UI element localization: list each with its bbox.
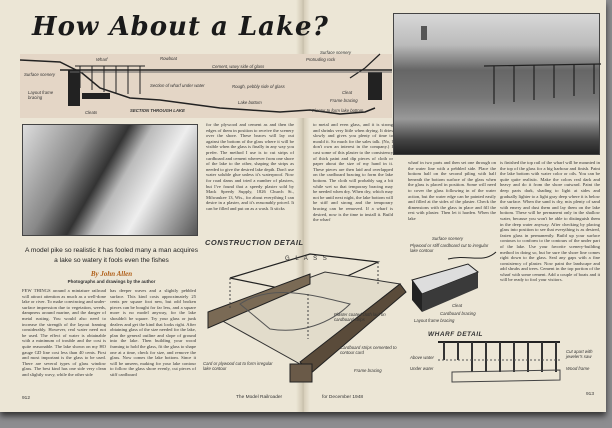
model-lake-photo-right [393, 13, 600, 155]
body-column-3: for the plywood and cement as and then the edges of them in position to receive the scenery over the shore. These braces will lay out against the bottom of the glass where it will be visible when the glass is finally in any way you prefer. The method I use is to cut strips of cardboard and cement wherever from one shore of the lake to the other, shaping the strips as needed to give the desired lake depth. Don't use water soluble glue unless it's waterproof. Now for road dams and tried a number of plasters, but I've found that a speedy plaster sold by Mack Speedy Supply, 1826 Church St., Milwaukee 13, Wis., for about everything I can desire in a plaster, and it's reasonably priced. It can be filled and put on as a wash. It sticks [206, 122, 294, 211]
label-pebbly-glass: Rough, pebbly side of glass [232, 84, 285, 89]
label-lake-bottom: Lake bottom [238, 100, 262, 105]
label-cut-apart: Cut apart with jeweler's saw [566, 349, 593, 359]
glass-label: G L A S S [285, 256, 329, 262]
body-column-5: wharf in two parts and then set one through on the water line with a pebbled side. Place the bottom half on the second piling with half beneath the bottom surface of the glass when the glass is placed in position. Some will need to cover the glass following in of the water action, but the water edge can be painted easily and filled at the sides of the plaster. Check the dimensions with the glass in place and fill the rest with plaster. Then let it harden. When the lake [408, 160, 496, 221]
label-plywood-contour: Plywood or stiff cardboard cut to irregular lake contour [410, 243, 489, 253]
model-lake-photo-left [22, 124, 198, 236]
label-contour-card: Card or plywood cut to form irregular lake contour [203, 361, 273, 371]
label-rowboat: Rowboat [160, 56, 177, 61]
label-above-water: Above water [410, 355, 434, 360]
label-wharf-under-water: Section of wharf under water [150, 83, 205, 88]
label-surface-scenery-detail: Surface scenery [432, 236, 464, 241]
article-title: How About a Lake? [32, 12, 329, 42]
label-plaster-cloth: Plaster coated cloth laid on cardboard strips [334, 312, 386, 322]
body-column-4: to metal and even glass, and it is strong and shrinks very little when drying. It dries slowly and gives you plenty of time to mould it. So much for the sales talk. (No, I don't own an interest in the company.) I cast some of this plaster to the consistency of thick paint and dip pieces of cloth or paper about the size of my hand in it. These pieces are then laid and overlapped on the cardboard bracing to form the lake bottom. The cloth will probably sag a bit while wet so that temporary bracing may be needed when dry. When dry, which may not be until next night, the lake bottom will be stiff and strong and the temporary bracing can be removed. If a wharf is desired, now is the time to install it. Build the wharf [313, 122, 393, 223]
label-cleat-detail: Cleat [452, 303, 463, 308]
label-frame-bracing-right: Frame bracing [330, 98, 358, 103]
label-wood-frame: Wood frame [566, 366, 590, 371]
label-cleats: Cleats [85, 110, 98, 115]
body-column-6: is finished the top rail of the wharf will be mounted in the top of the glass for a big harbour and finish. Paint the lake bottom with water color or oils. You can be quite quite realistic. Make the colors real dark and heavy and do it from the shore outward. Paint the deep parts dark, shading to light at sides and gradually lighter to a light gray deep where it is below the surface. When the sand is dry, mix plenty of sand with emery and dust them and lay them on the lake bottom. These will be permanent only in the shallow water, because you won't be able to distinguish them in the deep water anyway. After checking by placing glass into position to see that everything is as desired, fasten glass in permanently. Build up your surface contours to conform to the contours of the under part of the lake. Use your favorite scenery-building method in doing so, but be sure the shore line comes right down to the glass. Seal any gaps with a fine consistency of plaster. Now paint the landscape and add shrubs and trees. Cement in the top portion of the wharf with some cement. Add a couple of boats and it will be ready to fool your visitors. [500, 160, 600, 283]
trestle-bridge-icon [394, 14, 601, 156]
label-surface-scenery-right: Surface scenery [320, 50, 352, 55]
photo-caption: A model pike so realistic it has fooled many a man acquires a lake so watery it fools even the fishes [25, 247, 198, 264]
label-frame-bracing-detail: Frame bracing [354, 368, 382, 373]
label-under-water: Under water [410, 366, 434, 371]
byline: By John Allen [90, 270, 133, 278]
photo-credit: Photographs and drawings by the author [67, 279, 156, 284]
label-plaster-lake-bottom: Plaster to form lake bottom [312, 108, 364, 113]
label-wharf: Wharf [96, 57, 108, 62]
section-diagram-title: SECTION THROUGH LAKE [130, 108, 185, 113]
wharf-detail-drawing [438, 338, 563, 383]
issue-date: for December 1948 [322, 395, 364, 400]
label-surface-scenery: Surface scenery [24, 72, 56, 77]
label-frame-bracing: Layout frame bracing [28, 90, 54, 100]
body-column-1: FEW THINGS around a miniature railroad will attract attention as much as a well-done lake or river. To make convincing and under-surface impression due to vegetation, weeds, dampness around marine, and the danger of metal rusting. You would also need to increase the strength of the layout framing considerably. However, real water need not be used. The effect of water is obtainable with a minimum of trouble and the cost is quite reasonable. The lake shown on my HO gauge GD line cost less than 40 cents. First and most important is the glass to be used. There are several types of glass window glass. The best kind has one side very clean and slightly wavy, while the other side [22, 288, 106, 377]
label-cleat: Cleat [342, 90, 353, 95]
label-cement-glass: Cement, wavy side of glass [212, 64, 265, 69]
wharf-detail-heading: WHARF DETAIL [428, 331, 483, 338]
label-cardboard-strips: Cardboard strips cemented to contour card [340, 345, 397, 355]
page-number-left: 912 [22, 396, 31, 401]
label-cardboard-bracing: Cardboard bracing [440, 311, 476, 316]
magazine-name: The Model Railroader [236, 395, 283, 400]
page-number-right: 913 [586, 392, 595, 397]
label-layout-frame-bracing: Layout frame bracing [414, 318, 455, 323]
body-column-2: has deeper waves and a slightly pebbled surface. This kind costs approximately 25 cents per square foot new, but odd broken pieces can be bought for far less, and a square more is no model anyway, for the lake shouldn't be square. Try your glass or junk dealers and get the kind that looks right. After obtaining glass of the size needed for the lake, plan the general outline and slope of ground into the lake. Then building your wood framing to hold the glass, fit the glass to shape one at a time, check for size, and remove the glass. Now comes the lake bottom. Since it will be unseen, making for your lake contour to follow the glass shore evenly, cut pieces of stiff cardboard [110, 288, 196, 377]
construction-detail-heading: CONSTRUCTION DETAIL [205, 238, 304, 247]
label-protruding-rock: Protruding rock [306, 57, 336, 62]
